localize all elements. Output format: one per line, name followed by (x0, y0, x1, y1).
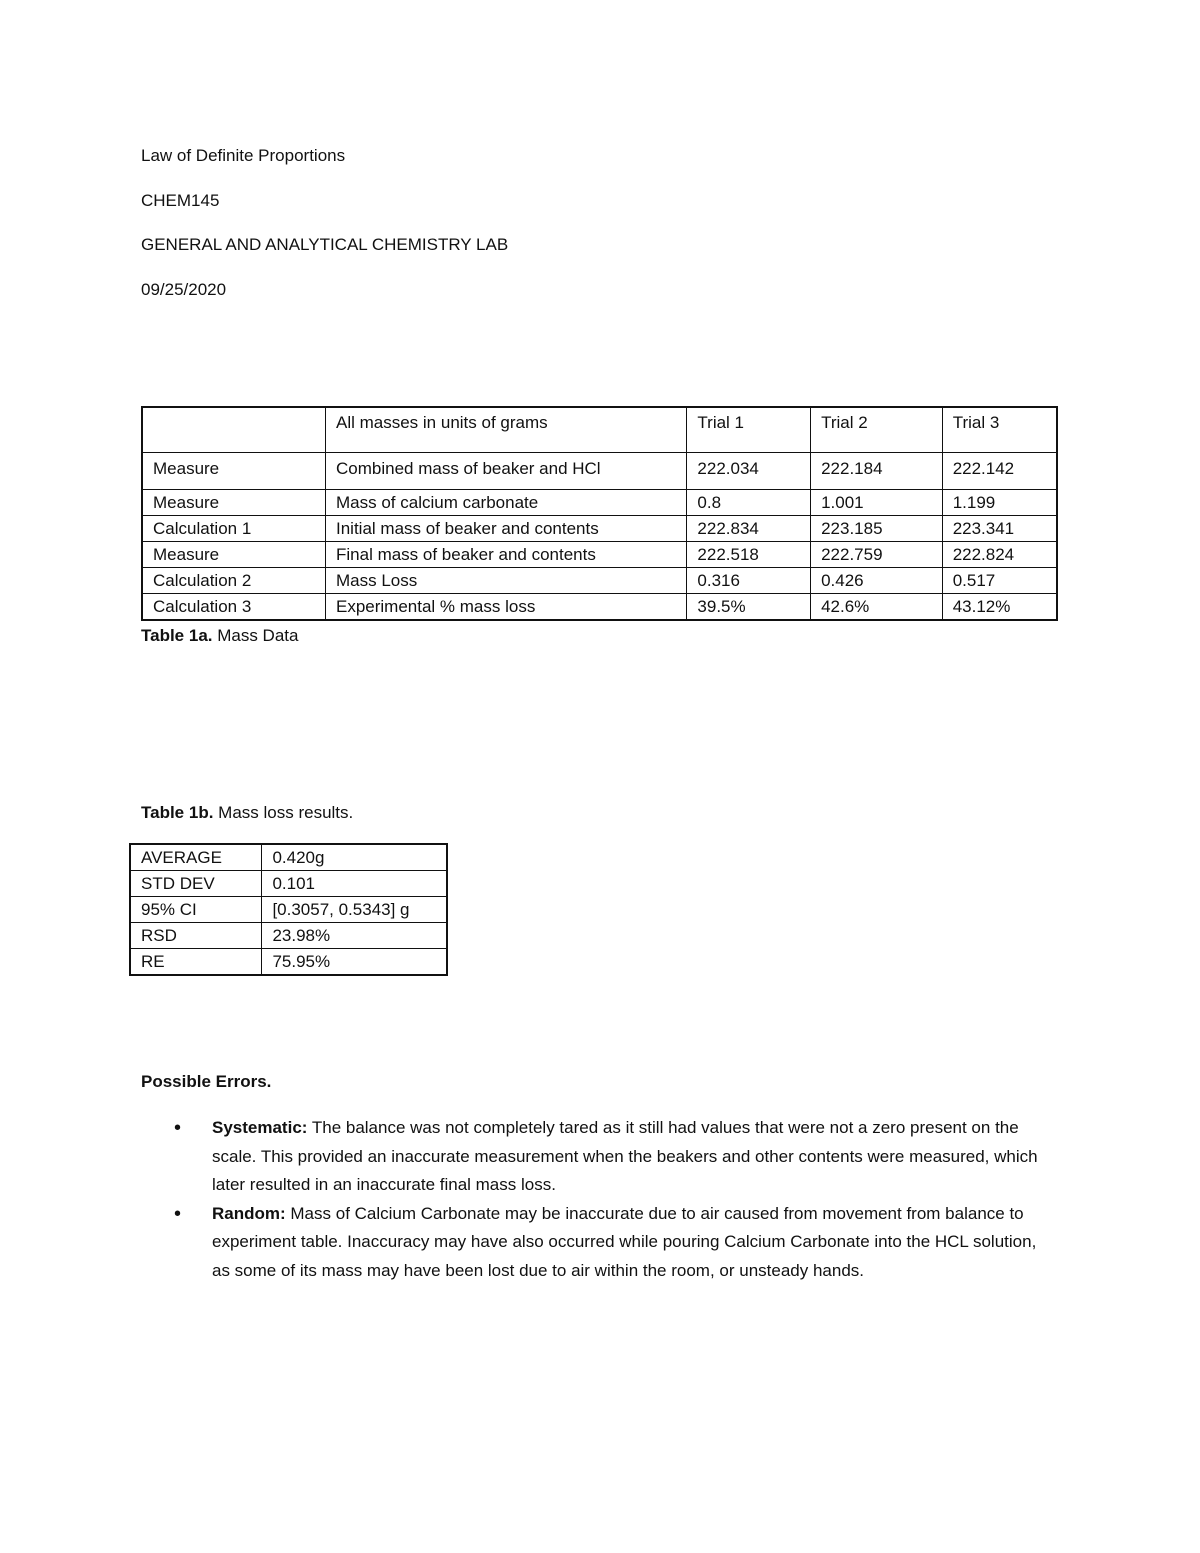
caption-label: Table 1a. (141, 626, 213, 645)
mass-loss-results-table (129, 843, 448, 976)
table-cell: 222.759 (811, 542, 943, 568)
table-header-row (142, 407, 1057, 453)
caption-text: Mass Data (212, 626, 299, 645)
error-type-label: Random: (212, 1203, 286, 1223)
caption-text: Mass loss results. (213, 803, 354, 822)
lab-name: GENERAL AND ANALYTICAL CHEMISTRY LAB (141, 235, 509, 254)
table-cell: Measure (142, 453, 326, 490)
table-cell: 0.8 (687, 490, 811, 516)
stat-label: 95% CI (130, 897, 262, 923)
table-cell: 222.034 (687, 453, 811, 490)
stat-label: RSD (130, 923, 262, 949)
table-cell: Final mass of beaker and contents (326, 542, 687, 568)
table-cell: 222.518 (687, 542, 811, 568)
table-cell: Experimental % mass loss (326, 594, 687, 621)
caption-label: Table 1b. (141, 803, 214, 822)
table-cell: Calculation 3 (142, 594, 326, 621)
stat-value: 23.98% (262, 923, 447, 949)
table-row (130, 949, 447, 976)
header-cell: Trial 2 (811, 407, 943, 453)
table-row (130, 923, 447, 949)
table-cell: 223.185 (811, 516, 943, 542)
table-cell: Combined mass of beaker and HCl (326, 453, 687, 490)
table-cell: 222.834 (687, 516, 811, 542)
table-cell: 223.341 (942, 516, 1057, 542)
bullet-icon: • (174, 1117, 182, 1139)
table-cell: Calculation 2 (142, 568, 326, 594)
errors-heading: Possible Errors. (141, 1072, 272, 1091)
table-cell: 1.199 (942, 490, 1057, 516)
table-cell: Measure (142, 490, 326, 516)
document-title: Law of Definite Proportions (141, 146, 346, 165)
stat-label: AVERAGE (130, 844, 262, 871)
table-cell: Initial mass of beaker and contents (326, 516, 687, 542)
stat-value: 75.95% (262, 949, 447, 976)
table-cell: Mass of calcium carbonate (326, 490, 687, 516)
table-cell: Calculation 1 (142, 516, 326, 542)
error-type-label: Systematic: (212, 1118, 308, 1137)
table-row (142, 490, 1057, 516)
header-cell: Trial 3 (942, 407, 1057, 453)
list-item (170, 1200, 1050, 1286)
table-row (130, 871, 447, 897)
error-description: Mass of Calcium Carbonate may be inaccurate due to air caused from movement from balance to experiment table. Inaccuracy may have also occurred while pouring Calcium Carbonate into the HCL solution, as some of its mass may have been lost due to air within the room, or unsteady hands. (212, 1203, 1037, 1280)
table-row (142, 594, 1057, 621)
table-row (142, 568, 1057, 594)
header-cell: Trial 1 (687, 407, 811, 453)
header-cell (142, 407, 326, 453)
table-1b-caption (141, 803, 353, 823)
bullet-icon: • (174, 1202, 182, 1225)
table-row (130, 844, 447, 871)
stat-label: RE (130, 949, 262, 976)
table-cell: Measure (142, 542, 326, 568)
error-description: The balance was not completely tared as it still had values that were not a zero present on the scale. This provided an inaccurate measurement when the beakers and other contents were measured, which later resulted in an inaccurate final mass loss. (212, 1118, 1038, 1194)
table-cell: 222.184 (811, 453, 943, 490)
table-cell: 43.12% (942, 594, 1057, 621)
list-item (170, 1114, 1050, 1200)
table-1a-caption (141, 626, 298, 646)
errors-list (170, 1114, 1050, 1285)
mass-data-table (141, 406, 1058, 621)
table-cell: 222.824 (942, 542, 1057, 568)
table-cell: 42.6% (811, 594, 943, 621)
header-cell: All masses in units of grams (326, 407, 687, 453)
table-cell: 0.517 (942, 568, 1057, 594)
document-date: 09/25/2020 (141, 280, 227, 299)
table-cell: 0.316 (687, 568, 811, 594)
stat-value: 0.420g (262, 844, 447, 871)
stat-value: [0.3057, 0.5343] g (262, 897, 447, 923)
table-cell: 1.001 (811, 490, 943, 516)
table-cell: 0.426 (811, 568, 943, 594)
table-cell: 39.5% (687, 594, 811, 621)
table-cell: 222.142 (942, 453, 1057, 490)
table-row (130, 897, 447, 923)
table-cell: Mass Loss (326, 568, 687, 594)
table-row (142, 453, 1057, 490)
stat-label: STD DEV (130, 871, 262, 897)
stat-value: 0.101 (262, 871, 447, 897)
table-row (142, 542, 1057, 568)
table-row (142, 516, 1057, 542)
course-code: CHEM145 (141, 191, 220, 210)
